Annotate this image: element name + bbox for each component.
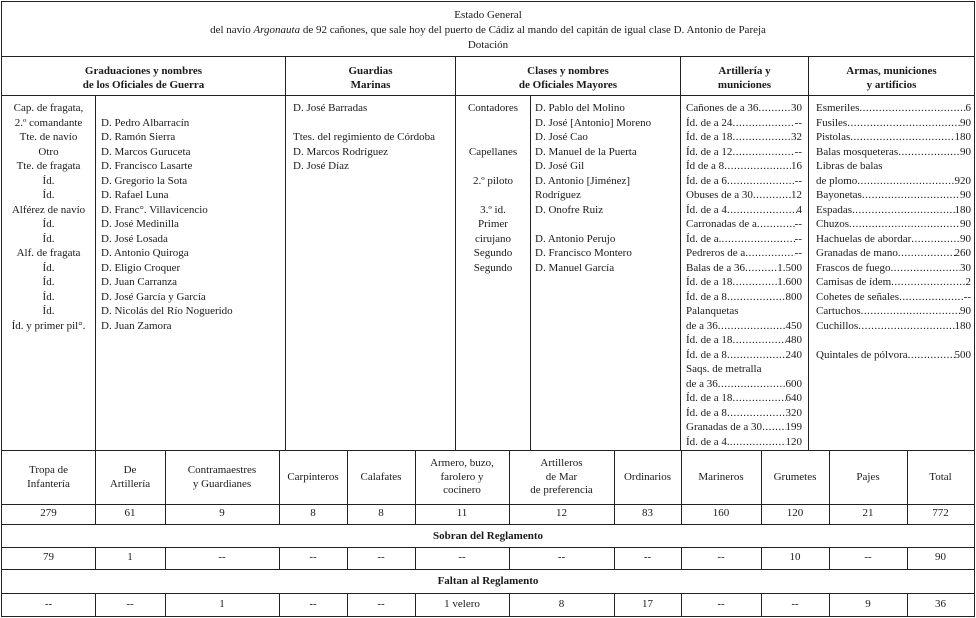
- artilleria-item: Cañones de a 36 ..... 30: [686, 101, 802, 116]
- artilleria-item: Íd de a 8 ..... 16: [686, 159, 802, 174]
- officer-rank: Íd.: [42, 232, 55, 245]
- officer-name: D. Eligio Croquer: [101, 261, 181, 274]
- sobran-value: --: [309, 551, 317, 564]
- dotacion-header: Artilleros de Mar de preferencia: [530, 457, 593, 497]
- armas-item: Chuzos ..... 90: [816, 217, 971, 232]
- mayor-name: D. Antonio Perujo: [535, 232, 616, 245]
- armas-item: Frascos de fuego ..... 30: [816, 261, 971, 276]
- armas-item: Bayonetas ..... 90: [816, 188, 971, 203]
- mayor-class: 3.º id.: [480, 203, 506, 216]
- mayor-class: Primer: [478, 218, 508, 230]
- officer-name: D. José Losada: [101, 232, 168, 245]
- officer-name: D. Juan Carranza: [101, 276, 178, 288]
- sobran-value: 79: [43, 551, 54, 564]
- faltan-value: --: [309, 597, 317, 610]
- sobran-value: --: [717, 551, 725, 564]
- artilleria-item: Íd. de a 4 ..... 4: [686, 203, 802, 218]
- sobran-value: --: [864, 551, 872, 564]
- armas-item: Pistolas ..... 180: [816, 130, 971, 145]
- mayor-class: [456, 159, 530, 174]
- dotacion-value: 9: [219, 507, 225, 520]
- mayor-name: D. Francisco Montero: [535, 247, 632, 259]
- artilleria-item: Granadas de a 30 ..... 199: [686, 420, 802, 435]
- sobran-heading: Sobran del Reglamento: [433, 530, 543, 542]
- title-box: [1, 1, 975, 57]
- artilleria-item: Palanquetas: [686, 305, 739, 317]
- guardia-line: Ttes. del regimiento de Córdoba: [293, 131, 436, 143]
- armas-item: Cuchillos ..... 180: [816, 319, 971, 334]
- armas-item: Quintales de pólvora ..... 500: [816, 348, 971, 363]
- guardia-line: [293, 116, 455, 131]
- dotacion-value: 21: [862, 507, 874, 520]
- dotacion-header: Calafates: [360, 470, 402, 483]
- officer-name: D. Ramón Sierra: [101, 131, 176, 143]
- dotacion-header: Grumetes: [773, 470, 817, 483]
- officer-rank: Otro: [38, 145, 59, 158]
- mayor-class: Contadores: [467, 102, 519, 114]
- armas-item: Cohetes de señales ..... --: [816, 290, 971, 305]
- artilleria-item: Íd. de a 18 ..... 640: [686, 391, 802, 406]
- mayor-name: D. Manuel de la Puerta: [535, 145, 637, 158]
- guardia-line: D. José Barradas: [293, 102, 368, 114]
- officer-name: D. Nicolás del Río Noguerido: [101, 305, 233, 317]
- mayor-name: Rodríguez: [535, 189, 581, 201]
- faltan-value: 8: [558, 597, 565, 610]
- artilleria-item: Saqs. de metralla: [686, 363, 762, 375]
- officer-name: D. Marcos Guruceta: [101, 145, 191, 158]
- artilleria-item: Obuses de a 30 ..... 12: [686, 188, 802, 203]
- officer-rank: Íd.: [42, 305, 55, 317]
- officer-name: D. Franc°. Villavicencio: [101, 203, 208, 216]
- dotacion-value: 8: [378, 507, 384, 520]
- artilleria-item: Íd. de a 18 ..... 480: [686, 333, 802, 348]
- dotacion-header: Total: [929, 470, 952, 483]
- armas-heading: Armas, municiones y artificios: [846, 65, 937, 91]
- officer-name: D. Antonio Quiroga: [101, 247, 189, 259]
- mayores-heading: Clases y nombres de Oficiales Mayores: [518, 65, 618, 91]
- officer-name: D. Rafael Luna: [101, 189, 169, 201]
- artilleria-item: Íd. de a 8 ..... 240: [686, 348, 802, 363]
- sobran-value: --: [643, 551, 652, 564]
- sobran-value: --: [458, 551, 466, 564]
- mayor-class: [456, 188, 530, 203]
- sobran-value: 1: [127, 551, 133, 564]
- mayor-class: cirujano: [474, 232, 512, 245]
- officer-rank: Tte. de navío: [19, 131, 78, 143]
- artilleria-item: Íd. de a 18 ..... 1.600: [686, 275, 802, 290]
- mayor-class: 2.º piloto: [472, 174, 514, 187]
- guardia-line: D. Marcos Rodríguez: [293, 145, 389, 158]
- faltan-value: 1: [219, 597, 225, 610]
- armas-item: [816, 333, 971, 348]
- mayor-name: [535, 217, 680, 232]
- dotacion-value: 772: [932, 507, 949, 520]
- sobran-value: 10: [789, 551, 801, 564]
- officer-rank: Cap. de fragata,: [13, 102, 84, 114]
- dotacion-header: De Artillería: [109, 464, 151, 490]
- artilleria-item: Íd. de a 6 ..... --: [686, 174, 802, 189]
- officers-table: [1, 56, 975, 451]
- dotacion-value: 160: [712, 507, 730, 520]
- faltan-value: --: [717, 597, 725, 610]
- armas-item: Granadas de mano ..... 260: [816, 246, 971, 261]
- faltan-value: --: [377, 597, 385, 610]
- faltan-value: --: [126, 597, 134, 610]
- artilleria-item: de a 36 ..... 600: [686, 377, 802, 392]
- officer-name: D. Francisco Lasarte: [101, 160, 193, 172]
- dotacion-value: 8: [310, 507, 316, 520]
- officer-rank: Tte. de fragata: [16, 160, 81, 172]
- officer-rank: Íd.: [42, 218, 55, 230]
- dotacion-header: Armero, buzo, farolero y cocinero: [430, 457, 494, 497]
- mayor-name: D. José Gil: [535, 160, 585, 172]
- armas-item: Espadas ..... 180: [816, 203, 971, 218]
- dotacion-header: Tropa de Infantería: [27, 464, 70, 490]
- artilleria-item: Carronadas de a ..... --: [686, 217, 802, 232]
- mayor-class: Segundo: [473, 247, 513, 259]
- artilleria-item: Íd. de a 24 ..... --: [686, 116, 802, 131]
- mayor-name: D. Manuel García: [535, 261, 615, 274]
- faltan-value: 1 velero: [444, 597, 480, 610]
- guardia-line: D. José Díaz: [293, 160, 349, 172]
- artilleria-item: Íd. de a 12 ..... --: [686, 145, 802, 160]
- officer-names: [101, 101, 285, 333]
- officer-rank: Íd.: [42, 189, 55, 201]
- dotacion-table: [1, 450, 975, 617]
- mayor-class: [456, 130, 530, 145]
- artilleria-item: Íd. de a 18 ..... 32: [686, 130, 802, 145]
- mayor-name: D. José [Antonio] Moreno: [535, 116, 652, 129]
- dotacion-value: 83: [642, 507, 653, 520]
- artilleria-item: Balas de a 36 ..... 1.500: [686, 261, 802, 276]
- dotacion-header: Marineros: [698, 470, 744, 483]
- title-line-3: Dotación: [467, 39, 509, 51]
- officer-name: D. Gregorio la Sota: [101, 174, 188, 187]
- officer-name: D. Pedro Albarracín: [101, 116, 190, 129]
- dotacion-header: Carpinteros: [287, 470, 339, 483]
- officer-rank: Íd.: [42, 174, 55, 187]
- armas-item: Balas mosqueteras ..... 90: [816, 145, 971, 160]
- armas-item: de plomo ..... 920: [816, 174, 971, 189]
- officer-name: D. José García y García: [101, 290, 206, 303]
- faltan-value: --: [791, 597, 799, 610]
- mayor-class: Segundo: [473, 261, 513, 274]
- officers-heading: Graduaciones y nombres de los Oficiales de Guerra: [82, 65, 205, 91]
- ship-name: Argonauta: [253, 24, 301, 36]
- mayor-name: D. José Cao: [535, 131, 588, 143]
- sobran-value: --: [218, 551, 226, 564]
- dotacion-value: 61: [124, 507, 136, 520]
- dotacion-header: Ordinarios: [623, 470, 672, 483]
- officer-rank: Íd. y primer pil°.: [11, 319, 86, 332]
- artilleria-item: Íd. de a 4. ..... 120: [686, 435, 802, 450]
- artilleria-heading: Artillería y municiones: [717, 65, 772, 91]
- officer-rank: Íd.: [42, 261, 55, 274]
- faltan-value: --: [44, 597, 53, 610]
- armas-item: Camisas de ídem ..... 2: [816, 275, 971, 290]
- dotacion-value: 12: [556, 507, 567, 520]
- mayor-class: [456, 116, 530, 131]
- armas-item: Cartuchos ..... 90: [816, 304, 971, 319]
- mayores-classes: [456, 101, 530, 275]
- officer-name: D. José Medinilla: [101, 218, 179, 230]
- mayor-name: D. Pablo del Molino: [535, 102, 625, 114]
- dotacion-value: 279: [40, 507, 57, 520]
- title-line-2: del navío Argonauta de 92 cañones, que sale hoy del puerto de Cádiz al mando del capitán de igual clase D. Antonio de Pareja: [210, 24, 766, 36]
- artilleria-item: Íd. de a. ..... --: [686, 232, 802, 247]
- officer-rank: 2.º comandante: [14, 116, 83, 129]
- officer-rank: Íd.: [42, 290, 55, 303]
- officer-rank: Íd.: [42, 276, 55, 288]
- dotacion-header: Contramaestres y Guardianes: [187, 464, 257, 490]
- title-line-1: Estado General: [454, 9, 522, 21]
- officer-name: [101, 101, 285, 116]
- artilleria-item: Íd. de a 8 ..... 320: [686, 406, 802, 421]
- faltan-value: 9: [865, 597, 871, 610]
- armas-item: Libras de balas: [816, 160, 883, 172]
- artilleria-item: de a 36 ..... 450: [686, 319, 802, 334]
- dotacion-value: 120: [786, 507, 804, 520]
- sobran-value: 90: [935, 551, 946, 564]
- artilleria-item: Pedreros de a ..... --: [686, 246, 802, 261]
- armas-item: Hachuelas de abordar ..... 90: [816, 232, 971, 247]
- officer-rank: Alf. de fragata: [16, 247, 81, 259]
- faltan-value: 17: [642, 597, 653, 610]
- armas-item: Fusiles ..... 90: [816, 116, 971, 131]
- faltan-heading: Faltan al Reglamento: [437, 575, 539, 587]
- mayor-class: Capellanes: [468, 145, 518, 158]
- mayor-name: D. Antonio [Jiménez]: [535, 174, 631, 187]
- armas-list: [816, 101, 971, 362]
- faltan-value: 36: [935, 597, 946, 610]
- officer-rank: Alférez de navío: [11, 203, 86, 216]
- armas-item: Esmeriles ..... 6: [816, 101, 971, 116]
- sobran-value: --: [557, 551, 566, 564]
- guardias-names: [293, 101, 455, 174]
- artilleria-item: Íd. de a 8 ..... 800: [686, 290, 802, 305]
- officer-ranks: [2, 101, 95, 333]
- artilleria-list: [686, 101, 802, 449]
- mayor-name: D. Onofre Ruiz: [535, 203, 604, 216]
- dotacion-header: Pajes: [856, 470, 880, 483]
- sobran-value: --: [377, 551, 385, 564]
- officer-name: D. Juan Zamora: [101, 319, 172, 332]
- mayores-names: [535, 101, 680, 275]
- dotacion-value: 11: [456, 507, 468, 520]
- guardias-heading: Guardias Marinas: [348, 65, 393, 91]
